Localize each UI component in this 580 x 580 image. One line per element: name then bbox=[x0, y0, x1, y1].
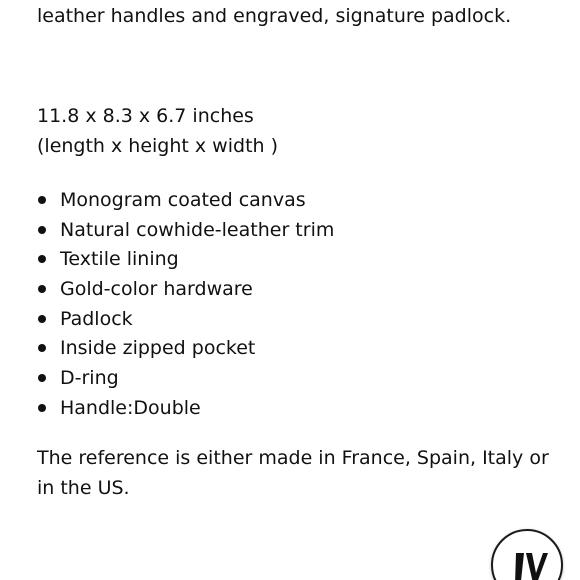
bullet-icon bbox=[38, 315, 46, 323]
lv-monogram-icon bbox=[510, 551, 550, 580]
brand-logo-badge[interactable] bbox=[491, 529, 563, 580]
feature-label: Textile lining bbox=[60, 248, 179, 271]
feature-item bbox=[37, 244, 334, 274]
bullet-icon bbox=[38, 196, 46, 204]
bullet-icon bbox=[38, 344, 46, 352]
feature-label: D-ring bbox=[60, 367, 119, 390]
bullet-icon bbox=[38, 226, 46, 234]
feature-label: Handle:Double bbox=[60, 396, 201, 419]
feature-label: Monogram coated canvas bbox=[60, 189, 306, 211]
feature-label: Natural cowhide-leather trim bbox=[60, 218, 335, 241]
bullet-icon bbox=[38, 255, 46, 263]
description-intro-line: leather handles and engraved, signature padlock. bbox=[37, 5, 512, 27]
feature-item bbox=[37, 304, 334, 334]
bullet-icon bbox=[38, 285, 46, 293]
feature-list bbox=[37, 185, 334, 423]
dimensions-value: 11.8 x 8.3 x 6.7 inches bbox=[37, 105, 254, 127]
dimensions-block bbox=[37, 101, 278, 161]
feature-label: Padlock bbox=[60, 307, 133, 330]
feature-item bbox=[37, 333, 334, 363]
origin-statement: The reference is either made in France, Spain, Italy or in the US. bbox=[37, 447, 549, 499]
feature-item bbox=[37, 363, 334, 393]
feature-item bbox=[37, 393, 334, 423]
bullet-icon bbox=[38, 374, 46, 382]
feature-item bbox=[37, 185, 334, 215]
feature-item bbox=[37, 274, 334, 304]
feature-label: Inside zipped pocket bbox=[60, 337, 256, 360]
bullet-icon bbox=[38, 404, 46, 412]
dimensions-legend: (length x height x width ) bbox=[37, 135, 279, 157]
feature-label: Gold-color hardware bbox=[60, 278, 253, 301]
feature-item bbox=[37, 215, 334, 245]
